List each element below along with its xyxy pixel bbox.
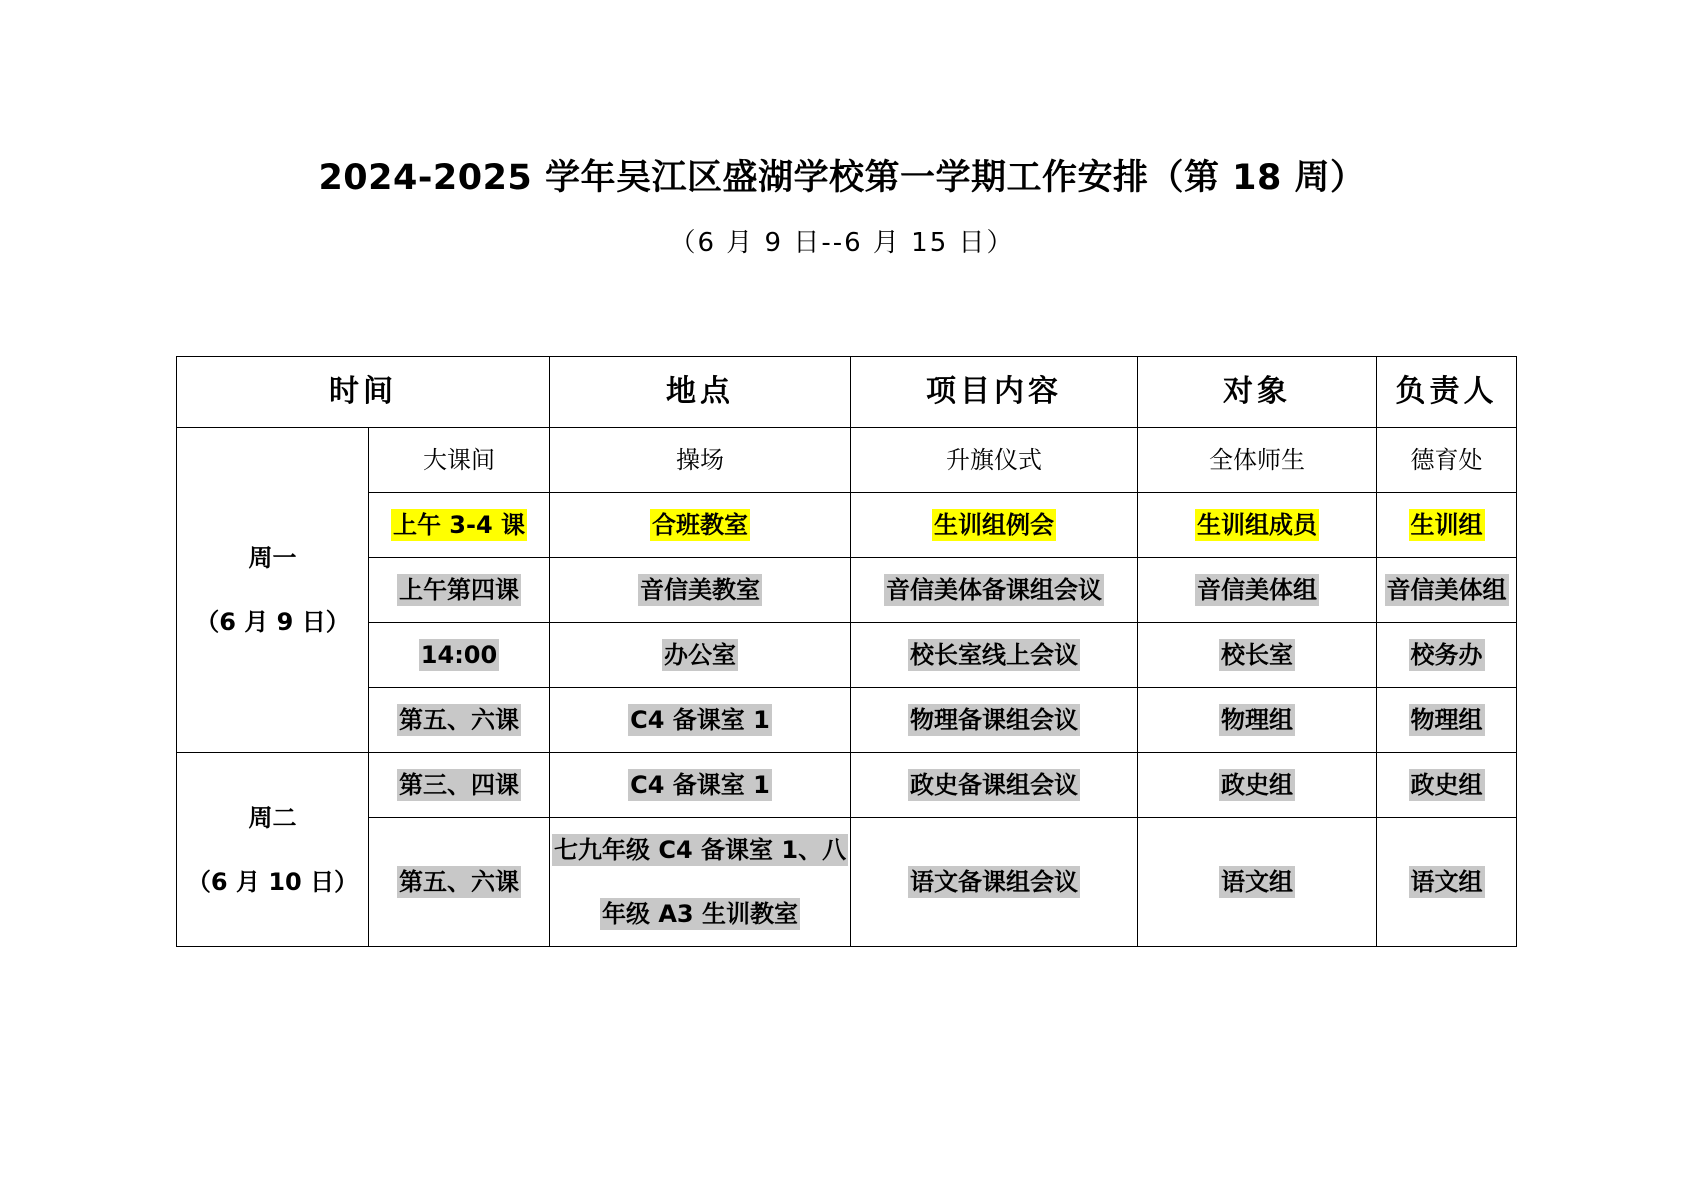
time-cell: 大课间 [369,428,550,493]
target-text: 音信美体组 [1197,576,1317,604]
place-text: 七九年级 C4 备课室 1、八年级 A3 生训教室 [554,836,847,928]
table-row [177,623,1517,688]
target-cell: 全体师生 [1138,428,1377,493]
owner-text: 政史组 [1410,771,1483,799]
time-cell [369,623,550,688]
content-text: 生训组例会 [934,511,1054,539]
place-cell: 操场 [550,428,851,493]
owner-cell [1377,558,1517,623]
time-text: 上午第四课 [399,576,519,604]
content-text: 音信美体备课组会议 [886,576,1102,604]
place-cell [550,753,851,818]
time-cell [369,493,550,558]
owner-text: 音信美体组 [1386,576,1507,604]
owner-text: 校务办 [1410,641,1483,669]
target-cell [1138,753,1377,818]
header-owner: 负责人 [1377,357,1517,428]
table-row [177,753,1517,818]
time-text: 14:00 [420,641,498,669]
time-text: 上午 3-4 课 [392,511,526,539]
owner-text: 语文组 [1410,868,1483,896]
place-text: C4 备课室 1 [630,706,770,734]
content-text: 校长室线上会议 [910,641,1078,669]
place-cell [550,558,851,623]
owner-cell [1377,753,1517,818]
target-cell [1138,818,1377,947]
time-cell [369,753,550,818]
target-text: 校长室 [1221,641,1293,669]
time-cell [369,688,550,753]
content-text: 语文备课组会议 [910,868,1078,896]
target-text: 语文组 [1221,868,1293,896]
place-text: C4 备课室 1 [630,771,770,799]
owner-cell [1377,623,1517,688]
target-text: 物理组 [1221,706,1293,734]
time-cell [369,558,550,623]
time-text: 第五、六课 [399,706,519,734]
target-cell [1138,558,1377,623]
table-row [177,493,1517,558]
table-row [177,428,1517,493]
day-cell-monday [177,428,369,753]
time-cell [369,818,550,947]
owner-cell: 德育处 [1377,428,1517,493]
schedule-table [176,356,1517,947]
content-text: 政史备课组会议 [910,771,1078,799]
document-subtitle: （6 月 9 日--6 月 15 日） [669,228,1015,258]
place-cell [550,493,851,558]
target-text: 政史组 [1221,771,1293,799]
day-cell-tuesday [177,753,369,947]
content-cell [851,818,1138,947]
header-place: 地点 [550,357,851,428]
place-cell [550,818,851,947]
target-cell [1138,623,1377,688]
place-text: 合班教室 [652,511,748,539]
content-cell [851,753,1138,818]
day-name: 周二 [248,803,297,832]
document-title: 2024-2025 学年吴江区盛湖学校第一学期工作安排（第 18 周） [318,158,1366,198]
owner-cell [1377,688,1517,753]
day-name: 周一 [248,544,297,572]
content-text: 物理备课组会议 [910,706,1078,734]
owner-text: 物理组 [1410,706,1483,734]
day-date: （6 月 10 日） [186,867,359,896]
content-cell [851,493,1138,558]
owner-text: 生训组 [1410,511,1483,539]
table-header-row [177,357,1517,428]
place-text: 音信美教室 [640,576,760,604]
place-text: 办公室 [664,641,736,669]
day-date: （6 月 9 日） [195,608,350,636]
table-row [177,688,1517,753]
header-time: 时间 [177,357,550,428]
header-target: 对象 [1138,357,1377,428]
target-cell [1138,688,1377,753]
content-cell: 升旗仪式 [851,428,1138,493]
target-cell [1138,493,1377,558]
target-text: 生训组成员 [1197,511,1317,539]
owner-cell [1377,493,1517,558]
place-cell [550,623,851,688]
content-cell [851,558,1138,623]
time-text: 第三、四课 [399,771,519,799]
header-content: 项目内容 [851,357,1138,428]
content-cell [851,688,1138,753]
owner-cell [1377,818,1517,947]
time-text: 第五、六课 [399,868,519,896]
place-cell [550,688,851,753]
content-cell [851,623,1138,688]
